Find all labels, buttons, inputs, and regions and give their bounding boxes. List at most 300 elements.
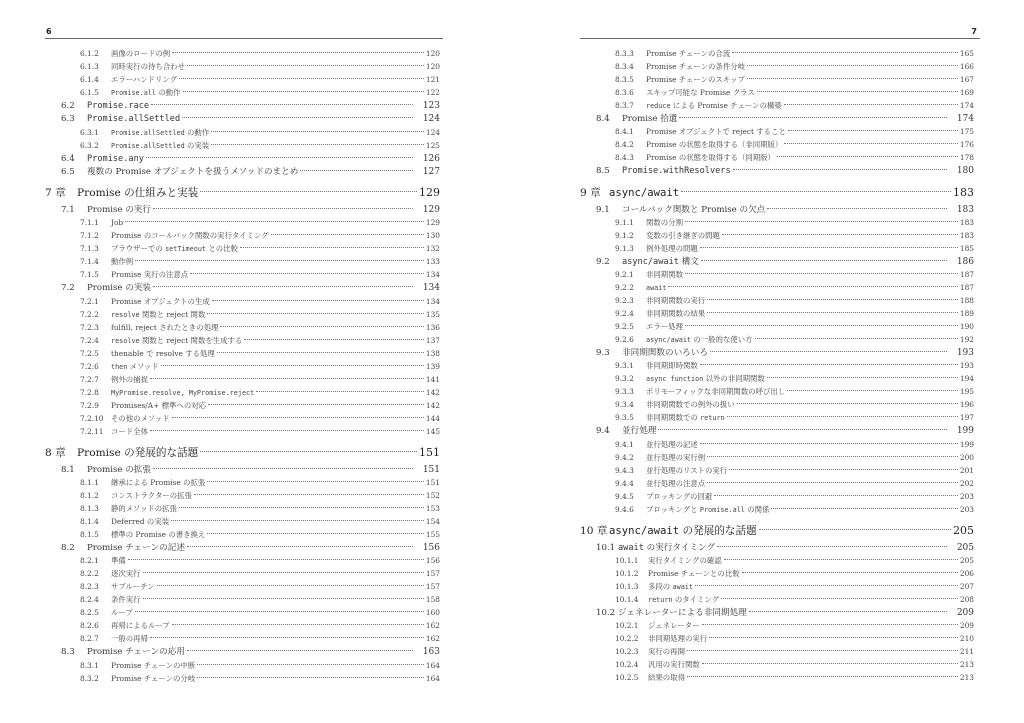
toc-number: 8.1.3 [80, 504, 99, 514]
toc-subsection[interactable] [45, 295, 440, 308]
toc-subsection[interactable] [580, 242, 974, 255]
toc-subsection[interactable] [45, 373, 440, 386]
toc-title [111, 243, 238, 254]
toc-section[interactable] [45, 152, 440, 165]
toc-title [111, 218, 123, 227]
toc-title [111, 594, 141, 605]
toc-title [618, 606, 747, 618]
toc-title [87, 541, 185, 553]
toc-title [622, 346, 708, 358]
toc-number: 9.3.4 [615, 400, 634, 410]
toc-subsection[interactable] [580, 554, 974, 567]
toc-section[interactable] [45, 99, 440, 112]
toc-title [648, 659, 700, 670]
toc-title [646, 126, 786, 137]
dot-leader [194, 489, 424, 495]
dot-leader [146, 152, 413, 158]
toc-page-number: 141 [425, 374, 440, 384]
toc-page-number: 196 [959, 400, 974, 410]
toc-page-number: 207 [959, 582, 974, 592]
toc-page-number: 183 [959, 230, 974, 240]
dot-leader [125, 216, 424, 222]
toc-number: 6.1.4 [80, 75, 99, 84]
toc-title-text: 以外の非同期関数 [703, 374, 765, 384]
dot-leader [714, 490, 958, 496]
toc-subsection[interactable] [45, 47, 440, 60]
toc-number: 8.3.4 [615, 62, 634, 71]
dot-leader [128, 554, 424, 560]
toc-subsection[interactable] [45, 659, 440, 672]
toc-title-text: Promise チェーンのスキップ [646, 75, 745, 84]
toc-title-text: Promise の拡張 [87, 464, 151, 475]
toc-subsection[interactable] [45, 554, 440, 567]
toc-title [622, 166, 731, 176]
toc-title [648, 633, 707, 644]
dot-leader [197, 659, 424, 665]
dot-leader [197, 672, 424, 678]
toc-title [111, 568, 141, 579]
dot-leader [700, 242, 958, 248]
toc-subsection[interactable] [45, 606, 440, 619]
toc-title-code: Promise.race [87, 101, 150, 111]
toc-subsection[interactable] [45, 347, 440, 360]
toc-subsection[interactable] [580, 307, 974, 320]
toc-title-text: 関数と reject 関数を生成する [139, 335, 243, 345]
toc-title-code: async/await [646, 336, 692, 345]
toc-subsection[interactable] [580, 333, 974, 346]
toc-subsection[interactable] [580, 645, 974, 658]
dot-leader [271, 229, 424, 235]
toc-title [646, 360, 698, 371]
dot-leader [710, 346, 947, 352]
toc-number: 7.2.1 [80, 296, 99, 306]
toc-subsection[interactable] [45, 567, 440, 580]
dot-leader [724, 554, 958, 560]
dot-leader [732, 47, 958, 53]
toc-title [87, 645, 185, 657]
toc-title-text: 非同期関数の結果 [646, 309, 706, 319]
toc-title-text: 標準の Promise の書き換え [111, 530, 206, 540]
toc-title-text: Promises/A+ 標準への対応 [111, 400, 206, 410]
toc-number: 7.2.8 [80, 387, 99, 397]
dot-leader [700, 359, 958, 365]
toc-page-number: 129 [422, 205, 440, 216]
toc-page-number: 187 [959, 270, 974, 280]
toc-subsection[interactable] [45, 242, 440, 255]
toc-section[interactable] [580, 255, 974, 268]
toc-title-code: Promise.allSettled [87, 114, 181, 125]
toc-title-code: then [111, 362, 128, 371]
toc-title [77, 185, 198, 200]
toc-page-number: 169 [959, 88, 974, 97]
toc-number: 9.2.1 [615, 270, 634, 280]
toc-subsection[interactable] [45, 619, 440, 632]
dot-leader [135, 255, 424, 261]
dot-leader [707, 451, 958, 457]
toc-number: 10.1.1 [615, 556, 639, 566]
toc-title [646, 491, 712, 502]
toc-title-text: の一般的な使い方 [691, 335, 753, 345]
toc-page-number: 134 [422, 283, 440, 294]
toc-title-text: Promise チェーンの中断 [111, 660, 196, 670]
toc-title-text: 並行処理の記述 [646, 439, 698, 449]
toc-title-text: Promise チェーンの条件分岐 [646, 62, 745, 71]
toc-page-number: 151 [419, 445, 440, 459]
toc-title [111, 296, 210, 307]
toc-page-number: 178 [959, 153, 974, 163]
toc-title-code: setTimeout [165, 245, 207, 254]
toc-subsection[interactable] [45, 334, 440, 347]
toc-number: 10.1.3 [615, 582, 639, 592]
toc-title [111, 269, 188, 280]
dot-leader [749, 606, 947, 612]
toc-title [111, 374, 148, 385]
dot-leader [687, 645, 958, 651]
toc-page-number: 127 [422, 166, 440, 177]
toc-subsection[interactable] [45, 580, 440, 593]
toc-subsection[interactable] [580, 294, 974, 307]
toc-number: 8.2.5 [80, 608, 99, 618]
toc-section[interactable] [45, 281, 440, 294]
toc-section[interactable] [45, 645, 440, 658]
toc-title [646, 269, 683, 280]
toc-number: 8.4.3 [615, 153, 634, 163]
toc-title-text: 構文 [678, 256, 699, 267]
toc-title [622, 424, 656, 436]
toc-subsection[interactable] [45, 60, 440, 73]
toc-title [111, 256, 133, 267]
toc-title [646, 321, 683, 332]
toc-subsection[interactable] [580, 86, 974, 99]
toc-title-text: の動作 [184, 127, 210, 137]
toc-subsection[interactable] [45, 255, 440, 268]
toc-subsection[interactable] [45, 73, 440, 86]
toc-number: 10.2.4 [615, 660, 639, 670]
toc-title-code: resolve [111, 336, 140, 345]
toc-chapter[interactable] [580, 523, 974, 541]
toc-page-number: 151 [422, 464, 440, 475]
toc-subsection[interactable] [45, 386, 440, 399]
toc-page-number: 183 [959, 217, 974, 227]
toc-section[interactable] [580, 606, 974, 619]
toc-number: 8.2.1 [80, 556, 99, 566]
toc-title-text: メソッド [127, 361, 159, 371]
toc-number: 9.1 [596, 204, 610, 215]
toc-page-number: 122 [425, 88, 440, 97]
toc-title-text: Promise の状態を取得する（非同期版） [646, 140, 783, 150]
toc-subsection[interactable] [580, 503, 974, 516]
toc-title-code: Promise.withResolvers [622, 166, 731, 177]
toc-page-number: 157 [425, 569, 440, 579]
toc-number: 10 章 [580, 524, 608, 537]
toc-subsection[interactable] [45, 216, 440, 229]
toc-number: 10.2.2 [615, 634, 639, 644]
dot-leader [150, 373, 424, 379]
dot-leader [737, 398, 958, 404]
toc-subsection[interactable] [580, 99, 974, 112]
toc-subsection[interactable] [580, 372, 974, 385]
toc-page-number: 165 [959, 49, 974, 58]
toc-section[interactable] [580, 112, 974, 125]
toc-number: 8.5 [596, 166, 610, 177]
toc-title [646, 504, 769, 515]
toc-number: 10.1.4 [615, 595, 639, 605]
toc-subsection[interactable] [580, 632, 974, 645]
dot-leader [172, 47, 424, 53]
toc-section[interactable] [45, 203, 440, 216]
toc-title [648, 646, 685, 657]
toc-section[interactable] [45, 541, 440, 554]
toc-title-text: Promise チェーンの記述 [87, 543, 185, 554]
toc-section[interactable] [580, 203, 974, 216]
toc-subsection[interactable] [580, 490, 974, 503]
toc-title-text: 並行処理の注意点 [646, 478, 706, 488]
toc-title-text: スキップ可能な Promise クラス [646, 88, 755, 97]
toc-subsection[interactable] [45, 502, 440, 515]
toc-subsection[interactable] [580, 593, 974, 606]
toc-title [111, 413, 170, 424]
toc-subsection[interactable] [45, 360, 440, 373]
dot-leader [240, 242, 424, 248]
toc-subsection[interactable] [45, 321, 440, 334]
toc-title [111, 503, 177, 514]
dot-leader [187, 60, 424, 66]
toc-page-number: 187 [959, 283, 974, 293]
toc-section[interactable] [580, 346, 974, 359]
toc-subsection[interactable] [580, 438, 974, 451]
toc-title [622, 112, 677, 124]
toc-title-text: Promise チェーンの応用 [87, 647, 185, 658]
dot-leader [135, 606, 424, 612]
toc-title [87, 114, 180, 124]
toc-subsection[interactable] [45, 632, 440, 645]
toc-list [580, 47, 974, 684]
toc-subsection[interactable] [580, 477, 974, 490]
toc-title-text: Promise チェーンの合流 [646, 49, 731, 58]
dot-leader [300, 165, 412, 171]
toc-subsection[interactable] [580, 138, 974, 151]
toc-number: 10.2 [596, 608, 616, 619]
toc-chapter[interactable] [45, 445, 440, 463]
toc-page-number: 213 [959, 660, 974, 670]
dot-leader [153, 463, 413, 469]
toc-subsection[interactable] [580, 359, 974, 372]
dot-leader [707, 294, 958, 300]
toc-title-text: Promise の実行 [87, 205, 151, 216]
toc-number: 6.3 [61, 114, 75, 125]
toc-page-number: 153 [425, 504, 440, 514]
toc-number: 8.2.3 [80, 582, 99, 592]
toc-title-text: 静的メソッドの拡張 [111, 504, 177, 514]
toc-section[interactable] [580, 424, 974, 437]
toc-title-text: 例外の捕捉 [111, 374, 148, 384]
toc-page-number: 203 [959, 504, 974, 514]
toc-title [646, 308, 705, 319]
toc-title [648, 594, 719, 605]
toc-subsection[interactable] [580, 268, 974, 281]
dot-leader [707, 307, 958, 313]
toc-section[interactable] [45, 112, 440, 125]
toc-section[interactable] [580, 164, 974, 177]
toc-subsection[interactable] [45, 489, 440, 502]
toc-section[interactable] [45, 463, 440, 476]
toc-page-number: 202 [959, 478, 974, 488]
dot-leader [717, 541, 947, 547]
toc-section[interactable] [580, 541, 974, 554]
toc-title-code: Promise.allSettled [111, 128, 185, 137]
toc-subsection[interactable] [580, 385, 974, 398]
toc-subsection[interactable] [45, 425, 440, 438]
toc-title-text: 並行処理 [622, 426, 657, 437]
toc-page-number: 197 [959, 413, 974, 423]
toc-title [646, 295, 705, 306]
dot-leader [207, 308, 424, 314]
dot-leader [702, 658, 958, 664]
toc-number: 7.2.4 [80, 335, 99, 345]
toc-subsection[interactable] [45, 268, 440, 281]
toc-number: 7.2 [61, 283, 75, 294]
toc-subsection[interactable] [45, 528, 440, 541]
dot-leader [685, 320, 958, 326]
toc-subsection[interactable] [45, 86, 440, 99]
toc-subsection[interactable] [580, 411, 974, 424]
toc-page-number: 142 [425, 400, 440, 410]
toc-page-number: 174 [959, 101, 974, 110]
toc-chapter[interactable] [580, 185, 974, 203]
toc-title-text: 並行処理の実行例 [646, 452, 706, 462]
toc-subsection[interactable] [45, 515, 440, 528]
toc-title-code: async/await [609, 186, 680, 199]
toc-title [111, 426, 148, 437]
toc-title [111, 230, 269, 241]
toc-subsection[interactable] [580, 229, 974, 242]
toc-title-text: 継承による Promise の拡張 [111, 478, 206, 488]
toc-page-number: 130 [425, 231, 440, 241]
dot-leader [729, 464, 958, 470]
dot-leader [727, 411, 958, 417]
toc-title-text: ブロッキングの回避 [646, 491, 713, 501]
toc-subsection[interactable] [580, 151, 974, 164]
toc-subsection[interactable] [45, 593, 440, 606]
dot-leader [220, 321, 424, 327]
toc-number: 8.3.6 [615, 88, 634, 97]
toc-title [87, 281, 151, 293]
toc-chapter[interactable] [45, 185, 440, 203]
toc-title [111, 660, 195, 671]
toc-title-text: fulfill, reject されたときの処理 [111, 322, 219, 332]
toc-title-code: reduce [646, 102, 671, 110]
toc-subsection[interactable] [580, 658, 974, 671]
toc-title-text: の動作 [156, 88, 181, 97]
toc-subsection[interactable] [45, 412, 440, 425]
dot-leader [157, 580, 424, 586]
toc-subsection[interactable] [580, 73, 974, 86]
toc-title-text: 非同期処理の実行 [648, 634, 708, 644]
dot-leader [211, 139, 424, 145]
toc-title [646, 386, 785, 397]
toc-number: 9.1.3 [615, 243, 634, 253]
toc-number: 8.1.5 [80, 530, 99, 540]
toc-number: 9.1.2 [615, 230, 634, 240]
toc-subsection[interactable] [580, 281, 974, 294]
toc-title-text: 変数の引き継ぎの問題 [646, 230, 720, 240]
toc-title-text: ジェネレーターによる非同期処理 [618, 608, 747, 619]
toc-subsection[interactable] [45, 672, 440, 685]
toc-title [646, 48, 730, 59]
toc-subsection[interactable] [580, 47, 974, 60]
toc-subsection[interactable] [45, 476, 440, 489]
toc-page-number: 175 [959, 127, 974, 137]
toc-title [622, 203, 765, 215]
toc-title-text: 逐次実行 [111, 569, 141, 579]
toc-title [646, 373, 765, 384]
toc-subsection[interactable] [580, 580, 974, 593]
toc-title [646, 100, 782, 111]
toc-subsection[interactable] [45, 126, 440, 139]
toc-subsection[interactable] [580, 398, 974, 411]
toc-page-number: 157 [425, 582, 440, 592]
toc-title-text: 汎用の実行関数 [648, 660, 700, 670]
toc-title-text: 並行処理のリストの実行 [646, 465, 728, 475]
toc-subsection[interactable] [45, 229, 440, 242]
dot-leader [171, 515, 424, 521]
toc-title-text: Promise チェーンの分岐 [111, 673, 196, 683]
toc-title-text: サブルーチン [111, 582, 155, 592]
toc-title-code: await [646, 284, 667, 293]
toc-title [87, 101, 149, 111]
toc-page-number: 164 [425, 660, 440, 670]
dot-leader [709, 632, 958, 638]
toc-page-number: 199 [956, 426, 974, 437]
dot-leader [755, 333, 958, 339]
toc-section[interactable] [45, 165, 440, 178]
toc-subsection[interactable] [580, 60, 974, 73]
toc-page-number: 194 [959, 374, 974, 384]
toc-page-number: 126 [422, 153, 440, 164]
toc-page-number: 120 [425, 62, 440, 71]
toc-title [111, 309, 205, 320]
toc-subsection[interactable] [45, 399, 440, 412]
toc-page-number: 190 [959, 322, 974, 332]
toc-subsection[interactable] [45, 139, 440, 152]
toc-title-text: Promise のコールバック関数の実行タイミング [111, 231, 269, 241]
toc-subsection[interactable] [580, 125, 974, 138]
toc-number: 7.2.10 [80, 413, 104, 423]
toc-subsection[interactable] [45, 308, 440, 321]
page-number: 6 [46, 27, 52, 36]
toc-title-text: Promise の発展的な話題 [77, 446, 199, 459]
toc-page-number: 206 [959, 569, 974, 579]
header-rule [45, 38, 443, 39]
toc-page-number: 205 [959, 556, 974, 566]
toc-page-number: 144 [425, 413, 440, 423]
toc-subsection[interactable] [580, 216, 974, 229]
toc-title [609, 523, 757, 538]
toc-title [111, 335, 242, 346]
toc-subsection[interactable] [580, 464, 974, 477]
toc-number: 9.4.6 [615, 504, 634, 514]
toc-subsection[interactable] [580, 451, 974, 464]
toc-subsection[interactable] [580, 320, 974, 333]
toc-subsection[interactable] [580, 567, 974, 580]
toc-page-number: 200 [959, 452, 974, 462]
toc-subsection[interactable] [580, 671, 974, 684]
toc-number: 9.3.1 [615, 361, 634, 371]
toc-subsection[interactable] [580, 619, 974, 632]
toc-title-text: 複数の Promise オブジェクトを扱うメソッドのまとめ [87, 166, 299, 177]
toc-page-number: 124 [425, 127, 440, 137]
toc-title [618, 541, 715, 553]
